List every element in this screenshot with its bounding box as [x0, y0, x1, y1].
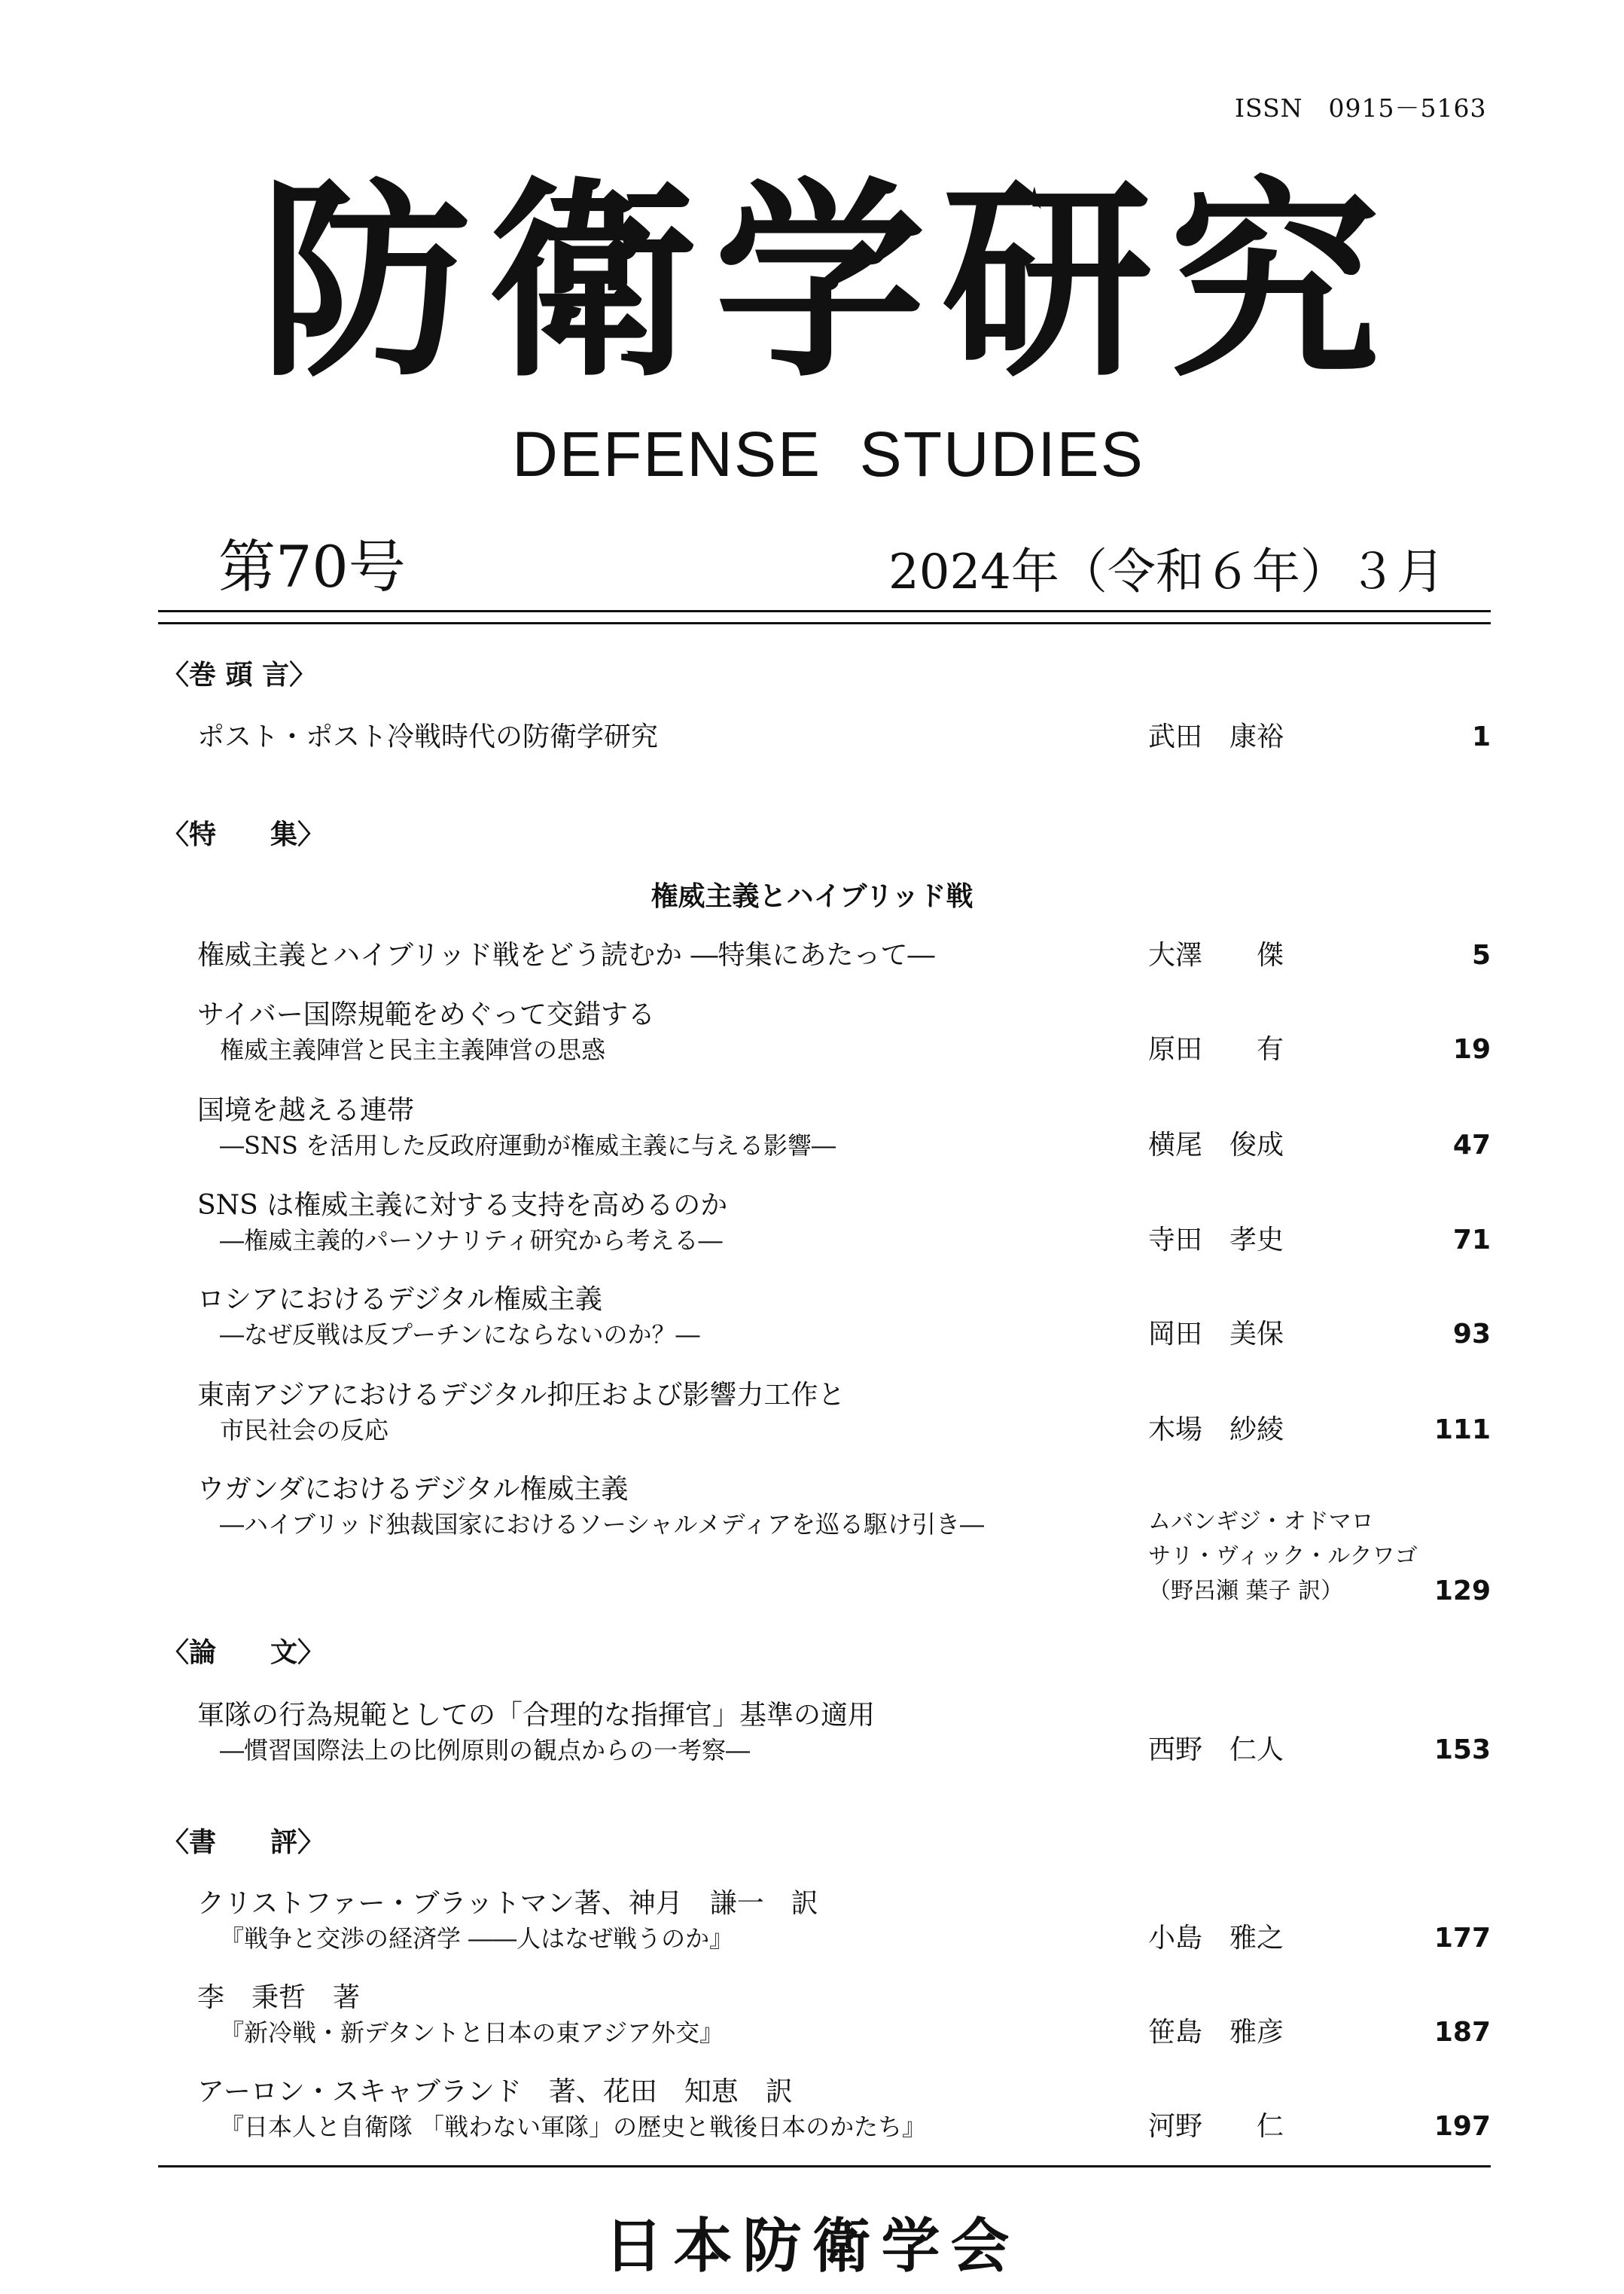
toc-entry[interactable] [197, 720, 1492, 755]
entry-author: 原田 有 [1148, 1034, 1284, 1065]
toc-entry[interactable] [197, 938, 1492, 973]
entry-subtitle: ―ハイブリッド独裁国家におけるソーシャルメディアを巡る駆け引き― [220, 1510, 985, 1539]
entry-author: 岡田 美保 [1148, 1319, 1284, 1350]
publisher-name: 日本防衛学会 [604, 2213, 1020, 2280]
journal-title-english: DEFENSE STUDIES [512, 419, 1144, 490]
entry-subtitle: 市民社会の反応 [220, 1416, 389, 1444]
entry-translator: （野呂瀬 葉子 訳） [1148, 1578, 1344, 1604]
toc-entry[interactable] [197, 998, 1492, 1067]
entry-author: サリ・ヴィック・ルクワゴ [1148, 1543, 1418, 1569]
entry-subtitle: 『新冷戦・新デタントと日本の東アジア外交』 [220, 2018, 724, 2047]
entry-title: 国境を越える連帯 [197, 1095, 415, 1126]
entry-author: 武田 康裕 [1148, 721, 1284, 752]
toc-entry[interactable] [197, 1188, 1492, 1258]
toc-entry[interactable] [197, 1378, 1492, 1447]
journal-title-japanese: 防衛学研究 [260, 158, 1397, 406]
header-rule [158, 610, 1491, 612]
entry-page: 5 [1471, 940, 1491, 971]
footer-rule [158, 2165, 1491, 2167]
toc-entry[interactable] [197, 1094, 1492, 1163]
section-heading-reviews: 〈書 評〉 [162, 1827, 325, 1858]
entry-author: 笹島 雅彦 [1148, 2017, 1284, 2048]
entry-title: ポスト・ポスト冷戦時代の防衛学研究 [197, 721, 659, 752]
toc-entry[interactable] [197, 1887, 1492, 1956]
entry-subtitle: ―SNS を活用した反政府運動が権威主義に与える影響― [220, 1131, 836, 1160]
entry-page: 153 [1434, 1734, 1491, 1765]
entry-author: 横尾 俊成 [1148, 1130, 1284, 1161]
entry-page: 111 [1434, 1414, 1491, 1445]
entry-title: SNS は権威主義に対する支持を高めるのか [197, 1190, 728, 1221]
toc-entry[interactable] [197, 1981, 1492, 2050]
entry-title: サイバー国際規範をめぐって交錯する [197, 999, 656, 1030]
section-heading-articles: 〈論 文〉 [162, 1637, 325, 1668]
entry-subtitle: 『戦争と交渉の経済学 ――人はなぜ戦うのか』 [220, 1924, 734, 1953]
section-heading-special: 〈特 集〉 [162, 819, 325, 850]
entry-page: 177 [1434, 1923, 1491, 1954]
issue-date: 2024年（令和６年）３月 [888, 545, 1445, 600]
entry-author: 小島 雅之 [1148, 1923, 1284, 1954]
entry-title: 李 秉哲 著 [197, 1982, 361, 2013]
toc-entry[interactable] [197, 2075, 1492, 2144]
entry-author: 寺田 孝史 [1148, 1225, 1284, 1255]
entry-title: アーロン・スキャブランド 著、花田 知恵 訳 [197, 2076, 793, 2107]
section-heading-foreword: 〈巻 頭 言〉 [162, 660, 317, 691]
entry-title: 東南アジアにおけるデジタル抑圧および影響力工作と [197, 1380, 846, 1411]
toc-entry[interactable] [197, 1283, 1492, 1352]
entry-title: 権威主義とハイブリッド戦をどう読むか ―特集にあたって― [197, 940, 935, 971]
entry-page: 93 [1452, 1319, 1491, 1350]
entry-page: 1 [1471, 721, 1491, 752]
toc-entry[interactable] [197, 1698, 1492, 1768]
header-rule [158, 622, 1491, 624]
entry-authors [1148, 1505, 1418, 1609]
entry-author: 木場 紗綾 [1148, 1414, 1284, 1445]
feature-title: 権威主義とハイブリッド戦 [651, 881, 973, 912]
entry-subtitle: ―なぜ反戦は反プーチンにならないのか？― [220, 1320, 700, 1349]
entry-subtitle: ―権威主義的パーソナリティ研究から考える― [220, 1226, 723, 1255]
entry-page: 47 [1452, 1130, 1491, 1161]
entry-subtitle: ―慣習国際法上の比例原則の観点からの一考察― [220, 1736, 751, 1765]
entry-page: 19 [1452, 1034, 1491, 1065]
issn-number: ISSN 0915－5163 [1235, 93, 1487, 123]
entry-author: 河野 仁 [1148, 2111, 1284, 2142]
entry-page: 187 [1434, 2017, 1491, 2048]
entry-title: ロシアにおけるデジタル権威主義 [197, 1284, 602, 1315]
entry-page: 197 [1434, 2111, 1491, 2142]
entry-author: 大澤 傑 [1148, 940, 1284, 971]
entry-subtitle: 『日本人と自衛隊 「戦わない軍隊」の歴史と戦後日本のかたち』 [220, 2112, 927, 2141]
entry-subtitle: 権威主義陣営と民主主義陣営の思惑 [220, 1036, 606, 1064]
issue-number: 第70号 [218, 533, 406, 600]
entry-page: 129 [1434, 1576, 1491, 1606]
entry-page: 71 [1452, 1225, 1491, 1255]
entry-title: クリストファー・ブラットマン著、神月 謙一 訳 [197, 1888, 818, 1919]
entry-author: 西野 仁人 [1148, 1734, 1284, 1765]
entry-author: ムバンギジ・オドマロ [1148, 1508, 1374, 1535]
entry-title: 軍隊の行為規範としての「合理的な指揮官」基準の適用 [197, 1700, 876, 1731]
entry-title: ウガンダにおけるデジタル権威主義 [197, 1474, 629, 1505]
